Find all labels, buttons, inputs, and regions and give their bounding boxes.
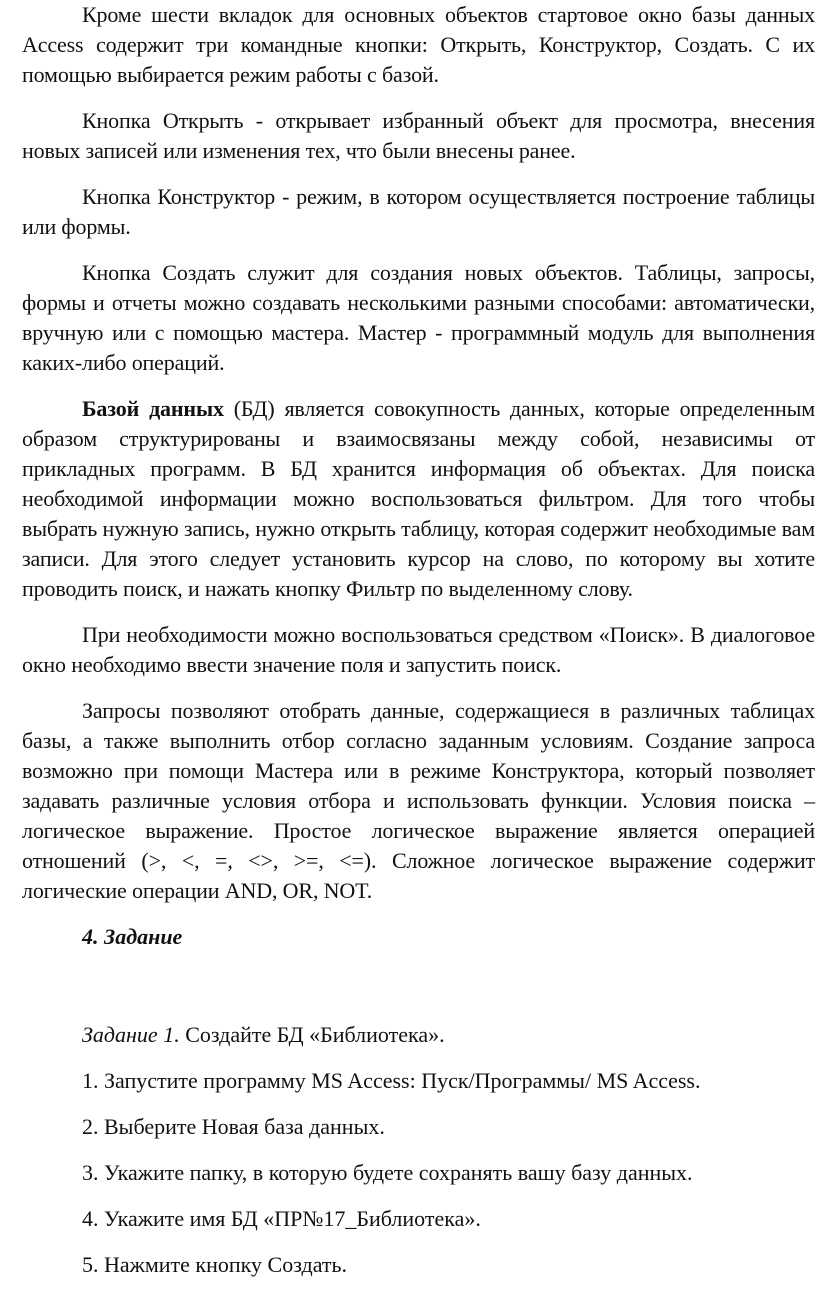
task-label: Задание 1.	[82, 1022, 180, 1047]
paragraph-queries: Запросы позволяют отобрать данные, содержащиеся в различных таблицах базы, а также выполнить отбор согласно заданным условиям. Создание запроса возможно при помощи Мастера или в режиме Конструктора, который позволяет задавать различные условия отбора и использовать функции. Условия поиска – логическое выражение. Простое логическое выражение является операцией отношений (>, <, =, <>, >=, <=). Сложное логическое выражение содержит логические операции AND, OR, NOT.	[22, 698, 815, 903]
paragraph-access-tabs: Кроме шести вкладок для основных объектов стартовое окно базы данных Access содержит три командные кнопки: Открыть, Конструктор, Создать. С их помощью выбирается режим работы с базой.	[22, 2, 815, 87]
task-text: Создайте БД «Библиотека».	[179, 1022, 445, 1047]
step-item: 5. Нажмите кнопку Создать.	[82, 1252, 348, 1277]
paragraph-database-text: (БД) является совокупность данных, которые определенным образом структурированы и взаимосвязаны между собой, независимы от прикладных программ. В БД хранится информация об объектах. Для поиска необходимой информации можно воспользоваться фильтром. Для того чтобы выбрать нужную запись, нужно открыть таблицу, которая содержит необходимые вам записи. Для этого следует установить курсор на слово, по которому вы хотите проводить поиск, и нажать кнопку Фильтр по выделенному слову.	[22, 396, 815, 601]
task-title	[22, 1020, 815, 1050]
paragraph-database-definition	[22, 394, 815, 604]
document-page	[22, 0, 815, 1296]
step-item: 2. Выберите Новая база данных.	[82, 1114, 385, 1139]
spacer	[22, 952, 815, 1020]
section-heading: 4. Задание	[82, 924, 183, 949]
paragraph-open-button: Кнопка Открыть - открывает избранный объект для просмотра, внесения новых записей или изменения тех, что были внесены ранее.	[22, 108, 815, 163]
paragraph-search: При необходимости можно воспользоваться средством «Поиск». В диалоговое окно необходимо ввести значение поля и запустить поиск.	[22, 622, 815, 677]
term-database: Базой данных	[82, 396, 224, 421]
paragraph-designer-button: Кнопка Конструктор - режим, в котором осуществляется построение таблицы или формы.	[22, 184, 815, 239]
step-item: 1. Запустите программу MS Access: Пуск/Программы/ MS Access.	[82, 1068, 701, 1093]
step-item: 4. Укажите имя БД «ПР№17_Библиотека».	[82, 1206, 481, 1231]
step-item: 3. Укажите папку, в которую будете сохранять вашу базу данных.	[82, 1160, 693, 1185]
paragraph-create-button: Кнопка Создать служит для создания новых объектов. Таблицы, запросы, формы и отчеты можно создавать несколькими разными способами: автоматически, вручную или с помощью мастера. Мастер - программный модуль для выполнения каких-либо операций.	[22, 260, 815, 375]
